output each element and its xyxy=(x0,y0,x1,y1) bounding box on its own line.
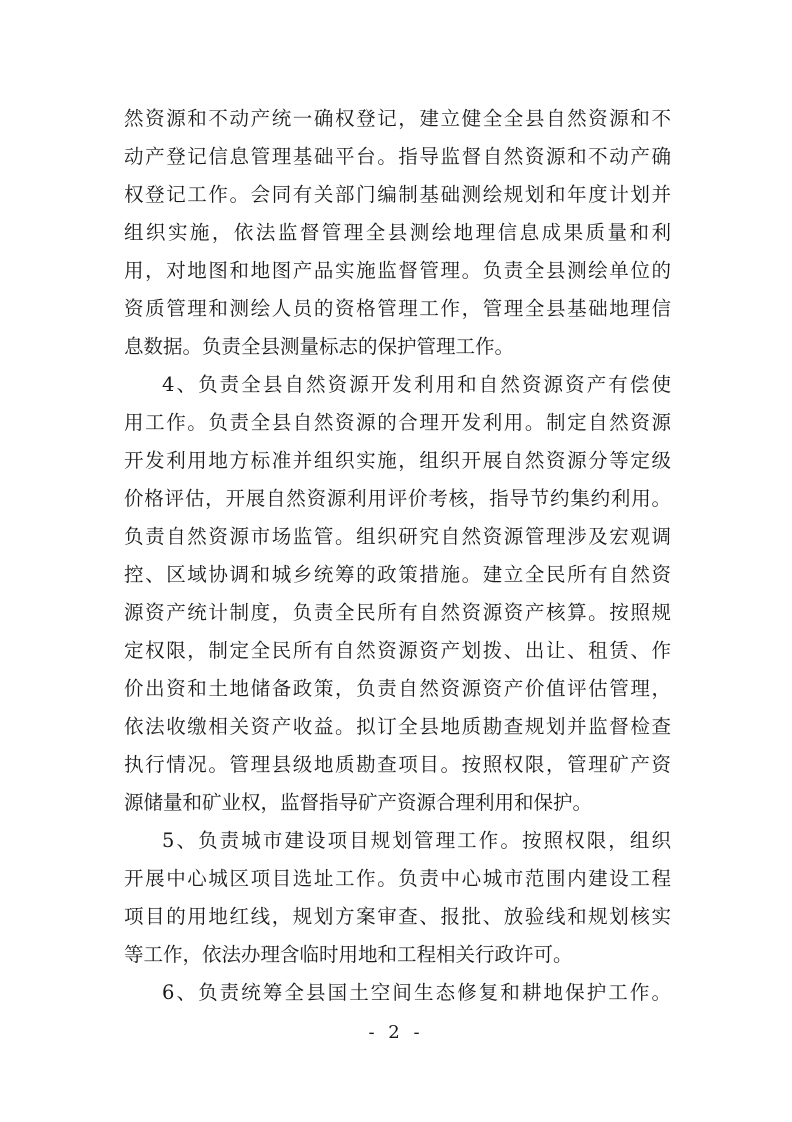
text-line: 然资源和不动产统一确权登记，建立健全全县自然资源和不 xyxy=(124,107,671,130)
text-line: 资质管理和测绘人员的资格管理工作，管理全县基础地理信 xyxy=(124,297,671,320)
text-line: 源资产统计制度，负责全民所有自然资源资产核算。按照规 xyxy=(124,601,671,624)
text-line: 开展中心城区项目选址工作。负责中心城市范围内建设工程 xyxy=(124,867,671,890)
text-line: 用工作。负责全县自然资源的合理开发利用。制定自然资源 xyxy=(124,411,671,434)
text-line: 价出资和土地储备政策，负责自然资源资产价值评估管理， xyxy=(124,677,671,700)
text-line: 项目的用地红线，规划方案审查、报批、放验线和规划核实 xyxy=(124,905,671,928)
text-line: 控、区域协调和城乡统筹的政策措施。建立全民所有自然资 xyxy=(124,563,671,586)
text-line: 负责自然资源市场监管。组织研究自然资源管理涉及宏观调 xyxy=(124,525,671,548)
text-line: 价格评估，开展自然资源利用评价考核，指导节约集约利用。 xyxy=(124,487,671,510)
text-line: 息数据。负责全县测量标志的保护管理工作。 xyxy=(124,335,515,358)
paragraph-start-line: 5、负责城市建设项目规划管理工作。按照权限，组织 xyxy=(162,829,671,852)
text-line: 动产登记信息管理基础平台。指导监督自然资源和不动产确 xyxy=(124,145,671,168)
text-line: 依法收缴相关资产收益。拟订全县地质勘查规划并监督检查 xyxy=(124,715,671,738)
text-line: 用，对地图和地图产品实施监督管理。负责全县测绘单位的 xyxy=(124,259,671,282)
text-line: 等工作，依法办理含临时用地和工程相关行政许可。 xyxy=(124,943,573,966)
text-line: 源储量和矿业权，监督指导矿产资源合理利用和保护。 xyxy=(124,791,593,814)
paragraph-start-line: 6、负责统筹全县国土空间生态修复和耕地保护工作。 xyxy=(162,981,671,1004)
text-line: 开发利用地方标准并组织实施，组织开展自然资源分等定级 xyxy=(124,449,671,472)
text-line: 组织实施，依法监督管理全县测绘地理信息成果质量和利 xyxy=(124,221,671,244)
text-line: 权登记工作。会同有关部门编制基础测绘规划和年度计划并 xyxy=(124,183,671,206)
page-number: - 2 - xyxy=(368,1022,424,1043)
text-line: 定权限，制定全民所有自然资源资产划拨、出让、租赁、作 xyxy=(124,639,671,662)
document-body xyxy=(124,100,671,1012)
text-line: 执行情况。管理县级地质勘查项目。按照权限，管理矿产资 xyxy=(124,753,671,776)
paragraph-start-line: 4、负责全县自然资源开发利用和自然资源资产有偿使 xyxy=(162,373,671,396)
